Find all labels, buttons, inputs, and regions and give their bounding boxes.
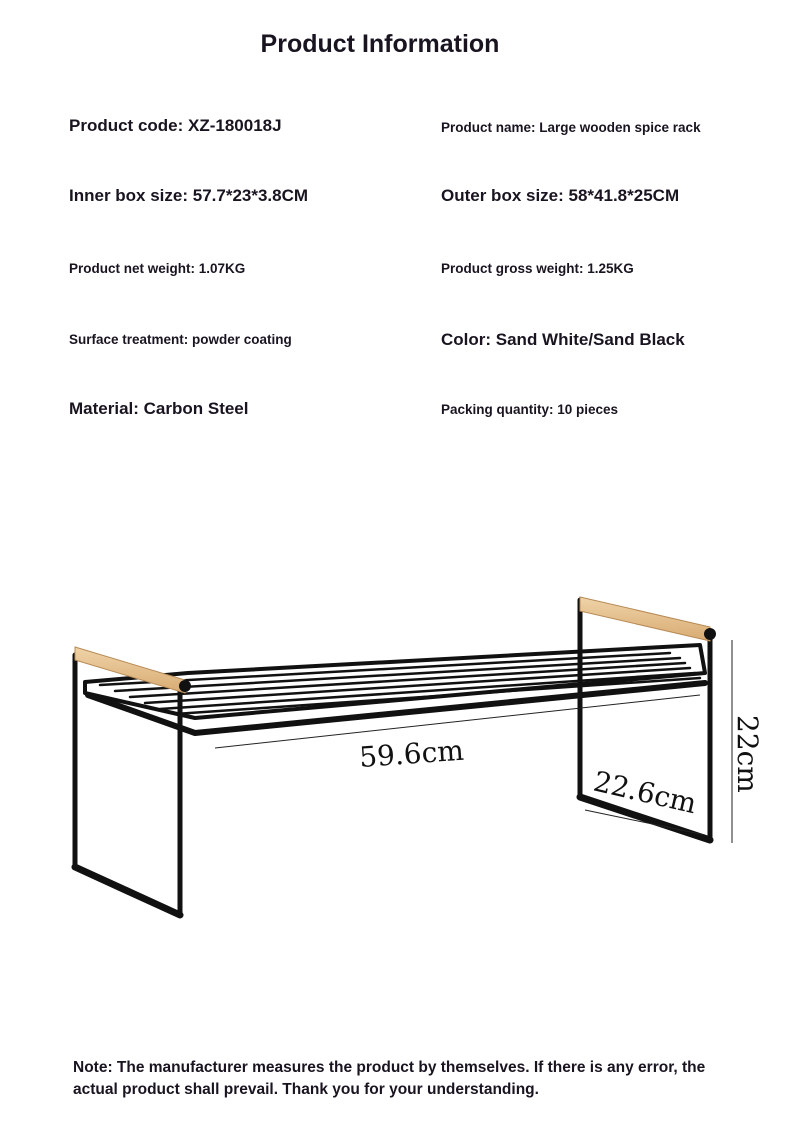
color-spec: Color: Sand White/Sand Black: [441, 330, 685, 349]
depth-dimension: 22.6cm: [590, 764, 700, 821]
outer-box-size-spec: Outer box size: 58*41.8*25CM: [441, 186, 680, 205]
disclaimer-note: Note: The manufacturer measures the product by themselves. If there is any error, the actual product shall prevail. Thank you for your understanding.: [73, 1059, 706, 1098]
product-name-spec: Product name: Large wooden spice rack: [441, 120, 701, 135]
net-weight-spec: Product net weight: 1.07KG: [69, 261, 246, 276]
product-code-spec: Product code: XZ-180018J: [69, 116, 282, 135]
surface-treatment-spec: Surface treatment: powder coating: [69, 332, 292, 347]
material-spec: Material: Carbon Steel: [69, 399, 249, 418]
gross-weight-spec: Product gross weight: 1.25KG: [441, 261, 634, 276]
inner-box-size-spec: Inner box size: 57.7*23*3.8CM: [69, 186, 309, 205]
packing-quantity-spec: Packing quantity: 10 pieces: [441, 402, 619, 417]
spice-rack-illustration: [60, 585, 770, 940]
length-dimension: 59.6cm: [358, 733, 465, 774]
page-title: Product Information: [260, 30, 500, 58]
height-dimension: 22cm: [731, 715, 764, 793]
